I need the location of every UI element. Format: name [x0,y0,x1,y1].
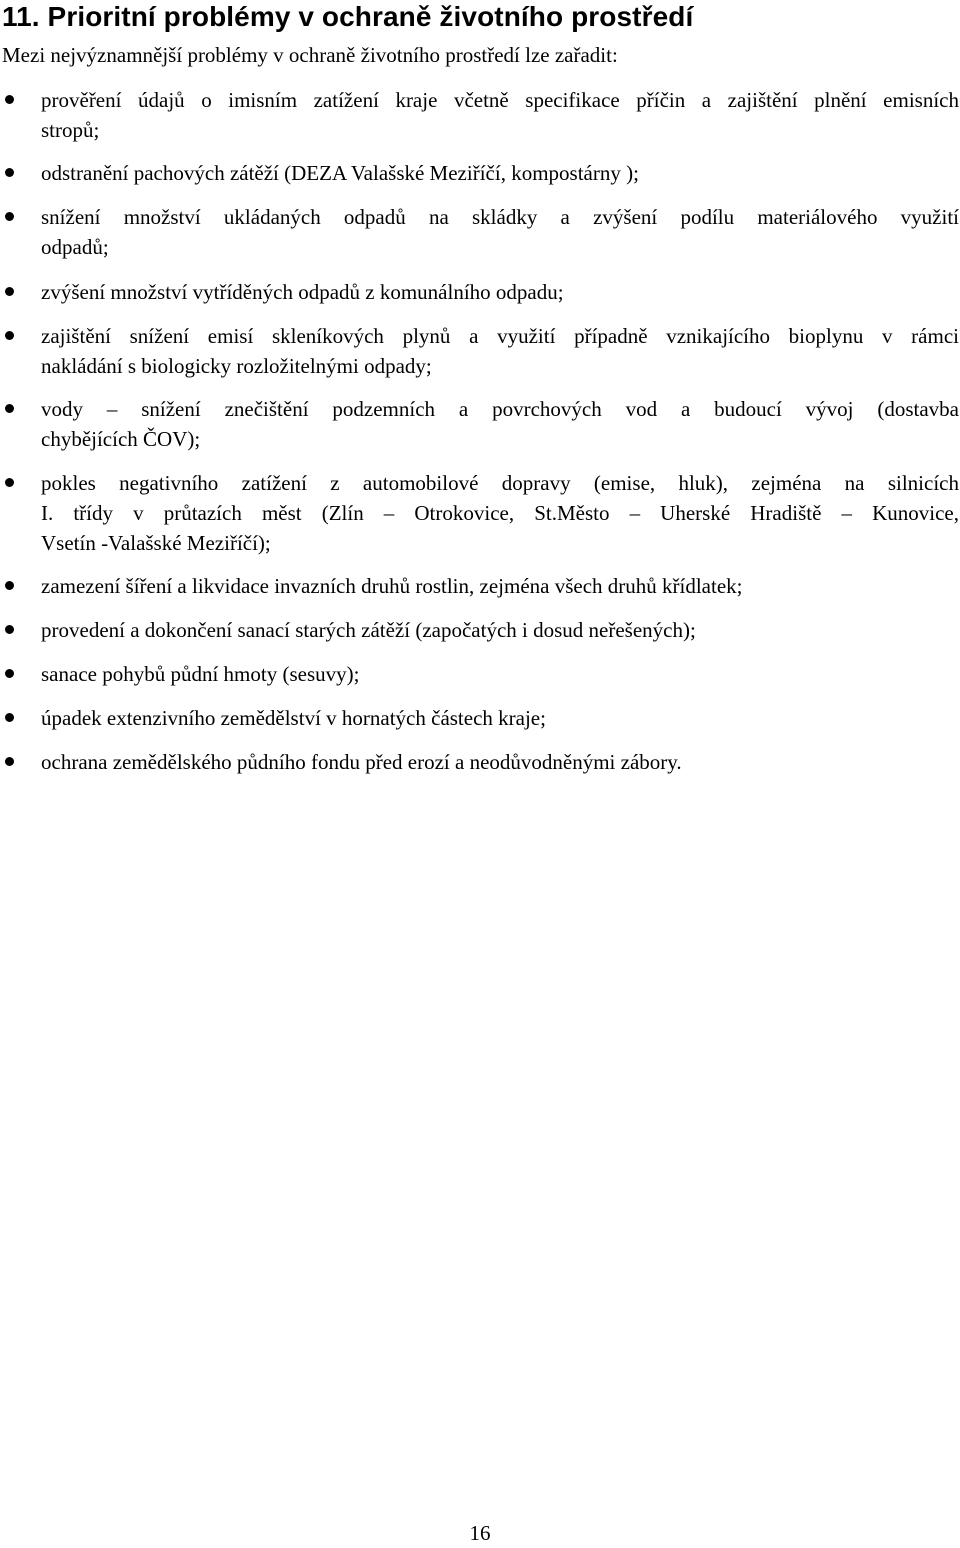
bullet-icon [5,331,14,340]
list-item-line: I. třídy v průtazích měst (Zlín – Otrokovice, St.Město – Uherské Hradiště – Kunovice, [41,501,959,525]
list-item-line: snížení množství ukládaných odpadů na skládky a zvýšení podílu materiálového využití [41,205,959,229]
list-item-line: ochrana zemědělského půdního fondu před erozí a neodůvodněnými zábory. [41,750,682,774]
list-item-line: zvýšení množství vytříděných odpadů z komunálního odpadu; [41,280,564,304]
list-item-line: pokles negativního zatížení z automobilové dopravy (emise, hluk), zejména na silnicích [41,471,959,495]
list-item-line: nakládání s biologicky rozložitelnými odpady; [41,354,432,378]
bullet-icon [5,581,14,590]
page-number: 16 [469,1521,491,1545]
list-item-line: stropů; [41,118,100,142]
list-item-line: prověření údajů o imisním zatížení kraje včetně specifikace příčin a zajištění plnění emisních [41,88,959,112]
list-item-text [41,321,959,381]
list-item-text [41,158,959,188]
list-item-line: provedení a dokončení sanací starých zátěží (započatých i dosud neřešených); [41,618,696,642]
list-item-text [41,703,959,733]
list-item-line: zamezení šíření a likvidace invazních druhů rostlin, zejména všech druhů křídlatek; [41,574,743,598]
bullet-icon [5,287,14,296]
intro-text: Mezi nejvýznamnější problémy v ochraně životního prostředí lze zařadit: [2,43,618,67]
bullet-icon [5,625,14,634]
bullet-icon [5,95,14,104]
page-title: 11. Prioritní problémy v ochraně životního prostředí [2,1,694,32]
list-item-text [41,571,959,601]
bullet-icon [5,478,14,487]
list-item-line: zajištění snížení emisí skleníkových plynů a využití případně vznikajícího bioplynu v rámci [41,324,959,348]
bullet-icon [5,757,14,766]
list-item-text [41,659,959,689]
list-item-text [41,202,959,262]
list-item-line: odpadů; [41,235,109,259]
bullet-icon [5,669,14,678]
list-item-line: Vsetín -Valašské Meziříčí); [41,531,271,555]
bullet-icon [5,404,14,413]
list-item-text [41,468,959,558]
bullet-icon [5,713,14,722]
list-item-line: vody – snížení znečištění podzemních a povrchových vod a budoucí vývoj (dostavba [41,397,959,421]
list-item-line: odstranění pachových zátěží (DEZA Valašské Meziříčí, kompostárny ); [41,161,639,185]
list-item-text [41,615,959,645]
list-item-text [41,85,959,145]
bullet-icon [5,212,14,221]
list-item-text [41,394,959,454]
list-item-text [41,747,959,777]
bullet-icon [5,168,14,177]
list-item-text [41,277,959,307]
list-item-line: chybějících ČOV); [41,427,201,451]
list-item-line: úpadek extenzivního zemědělství v hornatých částech kraje; [41,706,546,730]
list-item-line: sanace pohybů půdní hmoty (sesuvy); [41,662,360,686]
